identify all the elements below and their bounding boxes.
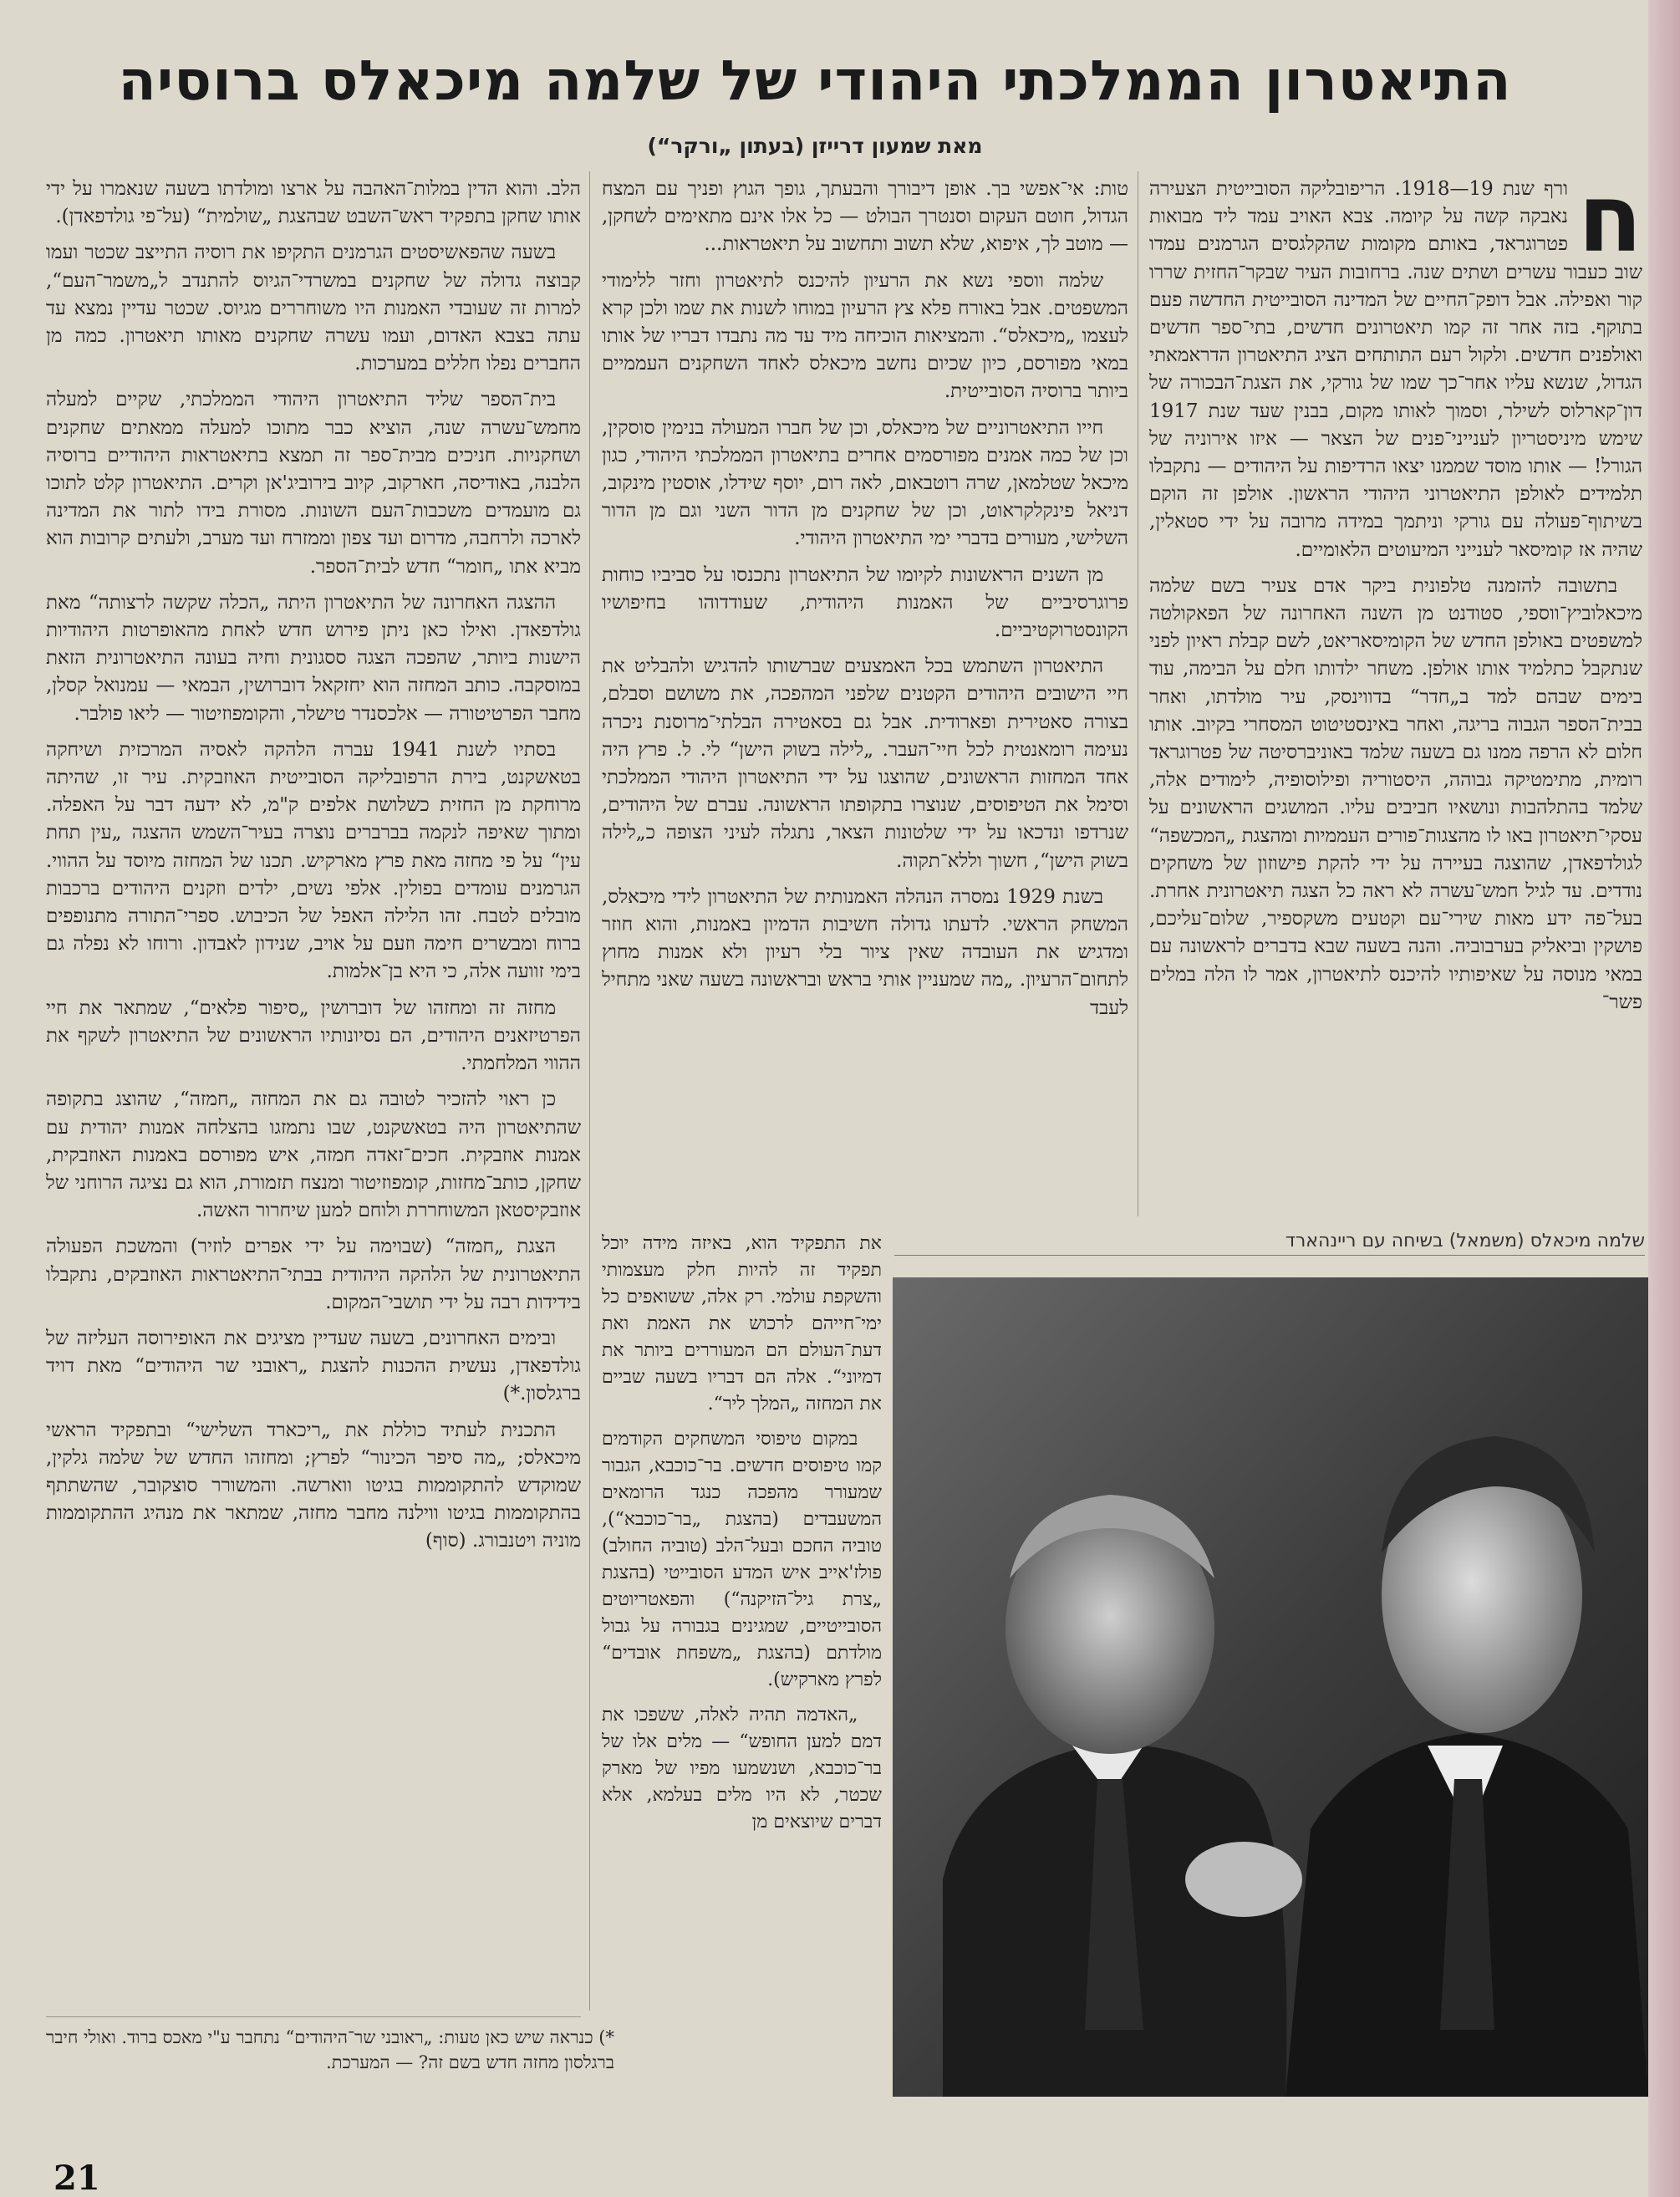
paragraph: התכנית לעתיד כוללת את „ריכארד השלישי“ ובתפקיד הראשי מיכאלס; „מה סיפר הכינור“ לפרץ; ומחזהו החדש של שלמה גלקין, שמוקדש להתקוממות בגיטו ווארשה. והמשורר סוצקובר, שהשתתף בהתקוממות בגיטו ווילנה מחבר מחזה, שמתאר את מנהיג ההתקוממות מוניה ויטנבורג. (סוף) bbox=[46, 1419, 581, 1552]
article-title: התיאטרון הממלכתי היהודי של שלמה מיכאלס ברוסיה bbox=[118, 48, 1512, 113]
footnote-rule bbox=[46, 2016, 581, 2017]
paragraph: בית־הספר שליד התיאטרון היהודי הממלכתי, שקיים למעלה מחמש־עשרה שנה, הוציא כבר מתוכו למעלה ממאתים שחקנים ושחקניות. חניכים מבית־ספר זה תמצא בתיאטראות היהודיים ברוסיה הלבנה, באודיסה, חארקוב, קיוב בירוביג'אן וקרים. התיאטרון קלט לתוכו גם מועמדים משכבות־העם השונות. מסורת בידו לתור את המדינה לארכה ולרחבה, מדרום ועד צפון וממזרח ועד מערב, ולעתים קרובות הוא מביא אתו „חומר“ חדש לבית־הספר. bbox=[46, 389, 581, 578]
column-divider-left bbox=[589, 171, 590, 2011]
paragraph: מן השנים הראשונות לקיומו של התיאטרון נתכנסו על סביביו כוחות פרוגרסיביים של האמנות היהודית, שעודדוהו בחיפושיו הקונסטרוקטיביים. bbox=[602, 563, 1128, 642]
paragraph: הלב. והוא הדין במלות־האהבה על ארצו ומולדתו בשעה שנאמרו על ידי אותו שחקן בתפקיד ראש־השבט שבהצגת „שולמית“ (על־פי גולדפאדן). bbox=[46, 178, 581, 228]
paragraph: ובימים האחרונים, בשעה שעדיין מציגים את האופירוסה העליזה של גולדפאדן, נעשית ההכנות להצגת „ראובני שר היהודים“ מאת דויד ברגלסון.*) bbox=[46, 1327, 581, 1405]
page-number: 21 bbox=[53, 2159, 100, 2197]
paragraph: שלמה ווספי נשא את הרעיון להיכנס לתיאטרון וחזר ללימודי המשפטים. אבל באורח פלא צץ הרעיון במוחו לשנות את שמו ולכן קרא לעצמו „מיכאלס“. והמציאות הוכיחה מיד עד מה נתבדו דבריו של אותו במאי מפורסם, כיון שכיום נחשב מיכאלס לאחד השחקנים העממיים ביותר ברוסיה הסובייטית. bbox=[602, 269, 1128, 403]
paragraph: בסתיו לשנת 1941 עברה הלהקה לאסיה המרכזית ושיחקה בטאשקנט, בירת הרפובליקה הסובייטית האוזבקית. עיר זו, שהיתה מרוחקת מן החזית כשלושת אלפים ק"מ, לא ידעה דבר על האפלה. ומתוך שאיפה לנקמה בברברים נוצרה בעיר־השמש ההצגה „עין תחת עין“ על פי מחזה מאת פרץ מארקיש. תכנו של המחזה מיוסד על ההווי. הגרמנים עומדים בפולין. אלפי נשים, ילדים וזקנים היהודים ברכבות מובלים לטבח. זהו הלילה האפל של הכיבוש. ספרי־התורה מתנופפים ברוח ומבשרים חימה וזעם על אויב, שנידון לאבדון. ורוחו לא נפלה גם בימי זוועה אלה, כי היא בן־אלמות. bbox=[46, 738, 581, 983]
paragraph: טות: אי־אפשי בך. אופן דיבורך והבעתך, גופך הגוץ ופניך עם המצח הגדול, חוטם העקום וסנטרך הבולט — כל אלו אינם מתאימים לשחקן, — מוטב לך, איפוא, שלא תשוב ותחשוב על תיאטראות... bbox=[602, 178, 1128, 256]
photo-illustration bbox=[893, 1277, 1648, 2097]
paragraph: ורף שנת 19—1918. הריפובליקה הסובייטית הצעירה נאבקה קשה על קיומה. צבא האויב עמד ליד מבואות פטרוגראד, באותם מקומות שהקלגסים הגרמנים עמדו שוב כעבור עשרים ושתים שנה. ברחובות העיר שבקר־החזית שררו קור ואפילה. אבל דופק־החיים של המדינה הסובייטית החדשה פעם בתוקף. בזה אחר זה קמו תיאטרונים חדשים, בתי־ספר חדשים ואולפנים חדשים. ולקול רעם התותחים הציג התיאטרון הדראמאתי הגדול, שנשא עליו אחר־כך שמו של גורקי, את הצגת־הבכורה של דון־קארלוס לשילר, וסמוך לאותו מקום, בבנין שעד שנת 1917 שימש מיניסטריון לענייני־פנים של הצאר — איזו אירוניה של הגורל! — אותו מוסד שממנו יצאו הרדיפות על היהודים — נתקבלו תלמידים לאולפן התיאטרוני היהודי הראשון. אולפן זה הוקם בשיתוף־פעולה עם גורקי וניתמך במידה מרובה על ידי סטאלין, שהיה אז קומיסאר לענייני המיעוטים הלאומיים. bbox=[1149, 178, 1642, 561]
page-edge bbox=[1648, 0, 1680, 2197]
article-byline: מאת שמעון דרייזן (בעתון „ורקר“) bbox=[647, 134, 983, 158]
paragraph: את התפקיד הוא, באיזה מידה יוכל תפקיד זה להיות חלק מעצמותי והשקפת עולמי. רק אלה, ששואפים כל ימי־חייהם לרכוש את האמת ואת דעת־העולם הם המעוררים ביותר את דמיוני“. אלה הם דבריו בשעה שביים את המחזה „המלך ליר“. bbox=[602, 1233, 882, 1415]
column-right bbox=[1149, 176, 1642, 1225]
paragraph: במקום טיפוסי המשחקים הקודמים קמו טיפוסים חדשים. בר־כוכבא, הגבור שמעורר מהפכה כנגד הרומאים המשעבדים (בהצגת „בר־כוכבא“), טוביה החכם ובעל־הלב (טוביה החולב) פולז'אייב איש המדע הסובייטי (בהצגת „צרת גיל־הזיקנה“) והפאטריוטים הסובייטיים, שמגינים בגבורה על גבול מולדתם (בהצגת „משפחת אובדים“ לפרץ מארקיש). bbox=[602, 1429, 882, 1690]
column-narrow bbox=[602, 1231, 882, 2079]
drop-cap: ח bbox=[1578, 176, 1642, 273]
paragraph: בתשובה להזמנה טלפונית ביקר אדם צעיר בשם שלמה מיכאלוביץ־ווספי, סטודנט מן השנה האחרונה של הפאקולטה למשפטים באולפן החדש של הקומיסאריאט, לשם קבלת ראיון לפני שנתקבל כתלמיד אותו אולפן. משחר ילדותו חלם על הבימה, עוד בימים שבהם למד ב„חדר“ בדווינסק, עיר מולדתו, ואחר בבית־הספר הגבוה בריגה, ואחר באינסטיטוט המסחרי בקיוב. אותו חלום לא הרפה ממנו גם בשעה שלמד באוניברסיטה של פטרוגראד רומית, מתימטיקה גבוהה, היסטוריה ופילוסופיה, לימודים אלה, שלמד בהתלהבות ונושאיו חביבים עליו. המושגים הראשונים על עסקי־תיאטרון באו לו מהצגות־פורים העממיות ומהצגת „המכשפה“ לגולדפאדן, שהוצגה בעיירה על ידי להקת פישוזון של משחקים נודדים. עד לגיל חמש־עשרה לא ראה כל הצגה תיאטרונית אחרת. בעל־פה ידע מאות שירי־עם וקטעים משקספיר, שלום־עליכם, פושקין וביאליק בערבוביה. והנה בשעה שבא בדברים לראשונה עם במאי מנוסה על שאיפותיו להיכנס לתיאטרון, אמר לו הלה במלים פשר־ bbox=[1149, 574, 1642, 1013]
column-middle bbox=[602, 176, 1128, 1229]
photo bbox=[893, 1277, 1648, 2097]
paragraph: הצגת „חמזה“ (שבוימה על ידי אפרים לוזיר) והמשכת הפעולה התיאטרונית של הלהקה היהודית בבתי־התיאטראות האוזבקים, נתקבלו בידידות רבה על ידי תושבי־המקום. bbox=[46, 1236, 581, 1313]
photo-caption: שלמה מיכאלס (משמאל) בשיחה עם ריינהארד bbox=[894, 1231, 1645, 1256]
footnote: *) כנראה שיש כאן טעות: „ראובני שר־היהודים“ נתחבר ע"י מאכס ברוד. ואולי חיבר ברגלסון מחזה חדש בשם זה? — המערכת. bbox=[46, 2027, 614, 2072]
paragraph: ההצגה האחרונה של התיאטרון היתה „הכלה שקשה לרצותה“ מאת גולדפאדן. ואילו כאן ניתן פירוש חדש לאחת מהאופרטות היהודיות הישנות ביותר, שהפכה הצגה ססגונית וחיה בעונה התיאטרונית הזאת במוסקבה. כותב המחזה הוא יחזקאל דוברושין, הבמאי — עמנואל קסלן, מחבר הפרטיטורה — אלכסנדר טישלר, והקומפוזיטור — ליאו פולבר. bbox=[46, 591, 581, 725]
paragraph: התיאטרון השתמש בכל האמצעים שברשותו להדגיש ולהבליט את חיי הישובים היהודים הקטנים שלפני המהפכה, את משושם וסבלם, בצורה סאטירית ופארודית. אבל גם בסאטירה הבלתי־מרוסנת ניכרה נעימה רומאנטית לכל חיי־העבר. „לילה בשוק הישן“ לי. ל. פרץ היה אחד המחזות הראשונים, שהוצגו על ידי התיאטרון היהודי הממלכתי וסימל את הטיפוסים, שנוצרו בתקופתו הראשונה. עברם של היהודים, שנרדפו ונדכאו על ידי שלטונות הצאר, נתגלה לעיני הצופה כ„לילה בשוק הישן“, חשוך וללא־תקוה. bbox=[602, 655, 1128, 872]
paragraph: חייו התיאטרוניים של מיכאלס, וכן של חברו המעולה בנימין סוסקין, וכן של כמה אמנים מפורסמים אחרים בתיאטרון הממלכתי היהודי, כגון מיכאל שטלמאן, שרה רוטבאום, לאה רום, יוסף שידלו, אוסטין מינקוב, דניאל פינקלקראוט, וכן של שחקנים מן הדור השני וגם מן הדור השלישי, מעורים בדברי ימי התיאטרון היהודי. bbox=[602, 416, 1128, 550]
paragraph: „האדמה תהיה לאלה, ששפכו את דמם למען החופש“ — מלים אלו של בר־כוכבא, ושנשמעו מפיו של מארק שכטר, לא היו מלים בעלמא, אלא דברים שיוצאים מן bbox=[602, 1705, 882, 1833]
paragraph: בשעה שהפאשיסטים הגרמנים התקיפו את רוסיה התייצב שכטר ועמו קבוצה גדולה של שחקנים במשרדי־הגיוס להתנדב ל„משמר־העם“, למרות זה שעובדי האמנות היו משוחררים מגיוס. שכטר עדיין נמצא עד עתה בצבא האדום, ועמו עשרה שחקנים מאותו תיאטרון. כמה מן החברים נפלו חללים במערכות. bbox=[46, 242, 581, 375]
column-left bbox=[46, 176, 581, 2011]
paragraph: מחזה זה ומחזהו של דוברושין „סיפור פלאים“, שמתאר את חיי הפרטיזאנים היהודים, הם נסיונותיו הראשונים של התיאטרון לשקף את ההווי המלחמתי. bbox=[46, 997, 581, 1075]
paragraph: כן ראוי להזכיר לטובה גם את המחזה „חמזה“, שהוצג בתקופה שהתיאטרון היה בטאשקנט, שבו נתמזגו בהצלחה אמנות יהודית עם אמנות אוזבקית. חכים־זאדה חמזה, איש מפורסם באמנות האוזבקית, שחקן, כותב־מחזות, קומפוזיטור ומנצח תזמורת, הוא גם נציגה הרוחני של אוזבקיסטאן המשוחררת ולוחם למען שיחרור האשה. bbox=[46, 1088, 581, 1222]
paragraph: בשנת 1929 נמסרה הנהלה האמנותית של התיאטרון לידי מיכאלס, המשחק הראשי. לדעתו גדולה חשיבות הדמיון באמנות, והוא חוזר ומדגיש את העובדה שאין ציור בלי רעיון ולא אמנות מחוץ לתחום־הרעיון. „מה שמעניין אותי בראש ובראשונה בשעה שאני מתחיל לעבד bbox=[602, 885, 1128, 1019]
